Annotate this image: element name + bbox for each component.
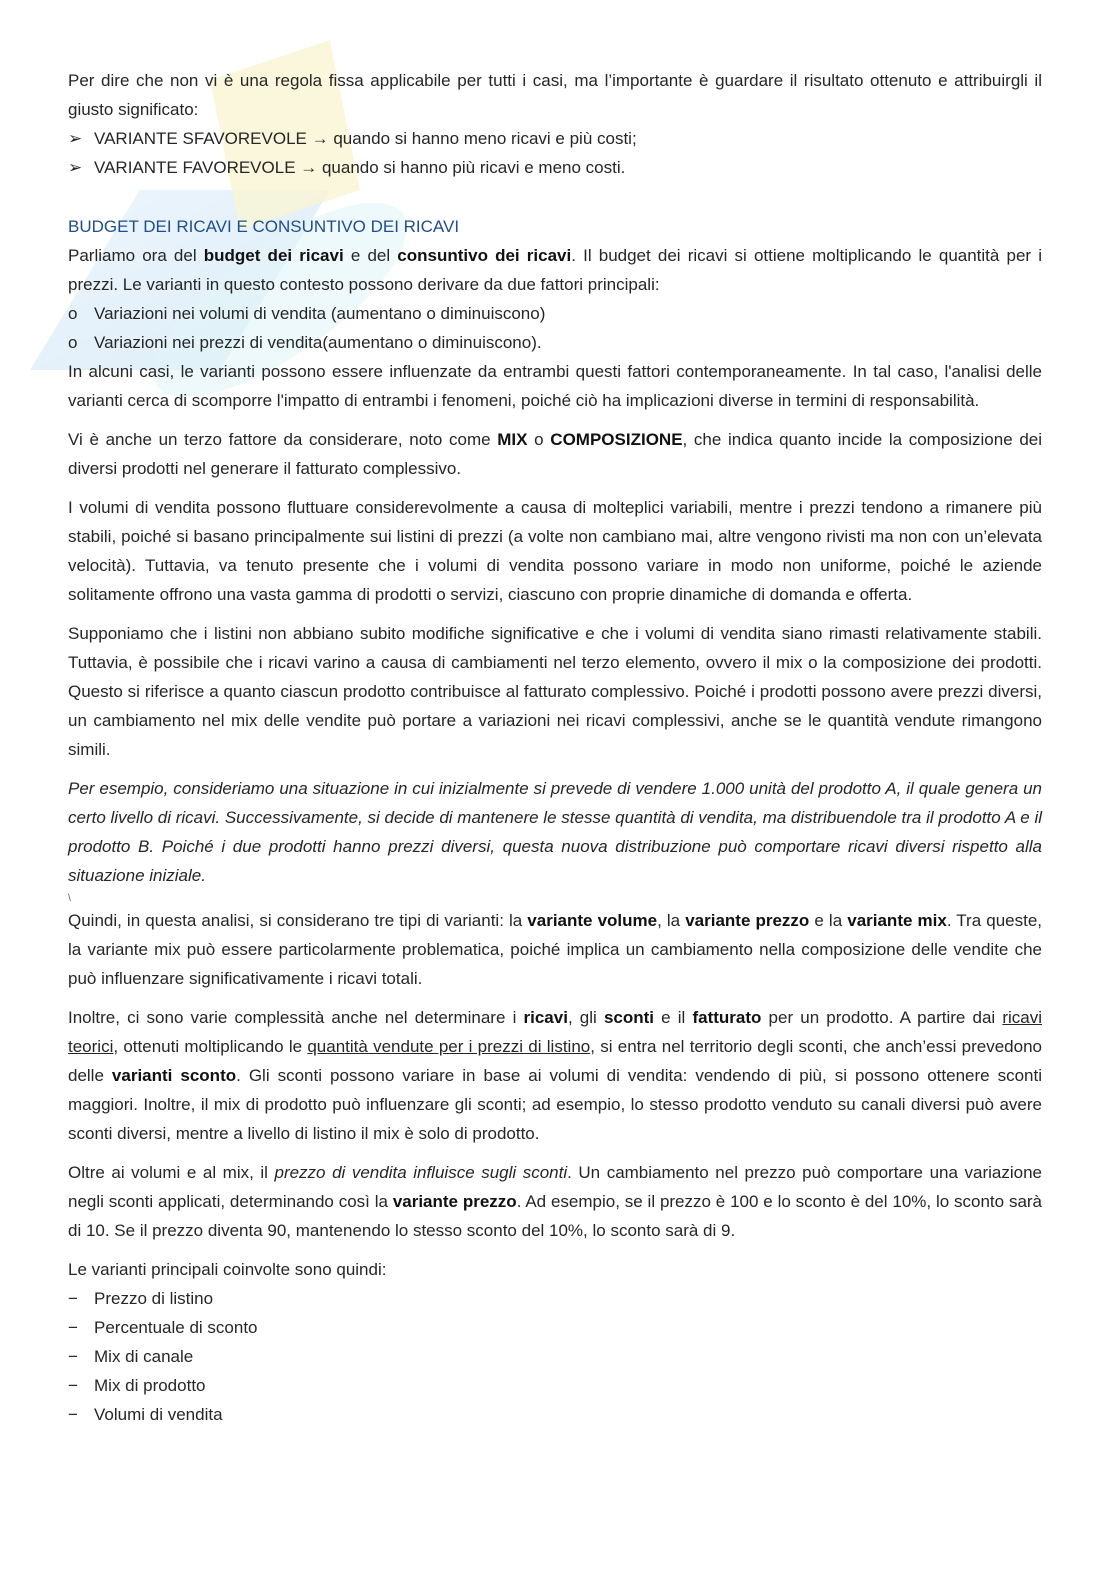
dash-bullet-icon: − — [68, 1289, 78, 1308]
paragraph-main-variants-intro: Le varianti principali coinvolte sono quindi: — [68, 1260, 387, 1279]
list-item-text: Volumi di vendita — [94, 1405, 223, 1424]
text-run: e del — [343, 246, 398, 265]
paragraph-mix — [68, 425, 1042, 483]
dash-bullet-icon: − — [68, 1318, 78, 1337]
list-item-text: Prezzo di listino — [94, 1289, 214, 1308]
text-run: Inoltre, ci sono varie complessità anche nel determinare i — [68, 1008, 524, 1027]
list-item-text: Mix di canale — [94, 1347, 194, 1366]
text-run: , la — [657, 911, 686, 930]
list-item — [68, 328, 1042, 357]
underlined-term: ricavi teorici — [68, 1008, 1042, 1056]
list-item — [68, 1400, 1042, 1429]
bold-term: consuntivo dei ricavi — [397, 246, 572, 265]
list-item — [68, 299, 1042, 328]
text-run: , che indica quanto incide la composizione dei diversi prodotti nel generare il fatturato complessivo. — [68, 430, 1043, 478]
dash-bullet-icon: − — [68, 1347, 78, 1366]
bold-term: budget dei ricavi — [203, 246, 344, 265]
text-run: o — [527, 430, 551, 449]
bold-term: varianti sconto — [111, 1066, 237, 1085]
list-item — [68, 124, 1042, 153]
circle-bullet-icon: o — [68, 333, 78, 352]
bold-term: MIX — [497, 430, 528, 449]
list-item-text: VARIANTE FAVOREVOLE → quando si hanno più ricavi e meno costi. — [94, 158, 626, 177]
intro-paragraph: Per dire che non vi è una regola fissa applicabile per tutti i casi, ma l’importante è guardare il risultato ottenuto e attribuirgli il giusto significato: — [68, 71, 1042, 119]
text-run: , si entra nel territorio degli sconti, che anch’essi prevedono delle — [68, 1037, 1042, 1085]
paragraph-complexity — [68, 1003, 1042, 1148]
stray-backslash: \ — [68, 893, 71, 904]
list-item-text: Variazioni nei volumi di vendita (aumentano o diminuiscono) — [94, 304, 546, 323]
dash-bullet-icon: − — [68, 1376, 78, 1395]
bold-term: ricavi — [523, 1008, 568, 1027]
paragraph-volumes: I volumi di vendita possono fluttuare considerevolmente a causa di molteplici variabili, mentre i prezzi tendono a rimanere più stabili, poiché si basano principalmente sui listini di prezzi (a volte non cambiano mai, altre vengono rivisti ma non con un’elevata velocità). Tuttavia, va tenuto presente che i volumi di vendita possono variare in modo non uniforme, poiché le aziende solitamente offrono una vasta gamma di prodotti o servizi, ciascuno con proprie dinamiche di domanda e offerta. — [68, 498, 1042, 604]
paragraph-both-factors: In alcuni casi, le varianti possono essere influenzate da entrambi questi fattori contemporaneamente. In tal caso, l'analisi delle varianti cerca di scomporre l'impatto di entrambi i fenomeni, poiché ciò ha implicazioni diverse in termini di responsabilità. — [68, 362, 1042, 410]
text-run: . Tra queste, la variante mix può essere particolarmente problematica, poiché implica un cambiamento nella composizione delle vendite che può influenzare significativamente i ricavi totali. — [68, 911, 1043, 988]
text-run: . Il budget dei ricavi si ottiene moltiplicando le quantità per i prezzi. Le varianti in questo contesto possono derivare da due fattori principali: — [68, 246, 1042, 294]
text-run: . Gli sconti possono variare in base ai volumi di vendita: vendendo di più, si possono ottenere sconti maggiori. Inoltre, il mix di prodotto può influenzare gli sconti; ad esempio, lo stesso prodotto venduto su canali diversi può avere sconti diversi, mentre a livello di listino il mix è solo di prodotto. — [68, 1066, 1043, 1143]
paragraph-three-variants — [68, 906, 1042, 993]
text-run: , gli — [567, 1008, 604, 1027]
bold-term: COMPOSIZIONE — [550, 430, 683, 449]
paragraph-example: Per esempio, consideriamo una situazione in cui inizialmente si prevede di vendere 1.000 unità del prodotto A, il quale genera un certo livello di ricavi. Successivamente, si decide di mantenere le stesse quantità di vendita, ma distribuendole tra il prodotto A e il prodotto B. Poiché i due prodotti hanno prezzi diversi, questa nuova distribuzione può comportare ricavi diversi rispetto alla situazione iniziale. — [68, 779, 1042, 885]
text-run: e la — [809, 911, 848, 930]
dash-bullet-icon: − — [68, 1405, 78, 1424]
paragraph-budget — [68, 241, 1042, 299]
bold-term: variante prezzo — [685, 911, 810, 930]
bold-term: variante prezzo — [392, 1192, 517, 1211]
bold-term: variante mix — [847, 911, 947, 930]
list-item — [68, 153, 1042, 182]
text-run: per un prodotto. A partire dai — [761, 1008, 1003, 1027]
text-run: e il — [654, 1008, 693, 1027]
bold-term: variante volume — [527, 911, 658, 930]
text-run: . Ad esempio, se il prezzo è 100 e lo sconto è del 10%, lo sconto sarà di 10. Se il prezzo diventa 90, mantenendo lo stesso sconto del 10%, lo sconto sarà di 9. — [68, 1192, 1043, 1240]
list-item — [68, 1313, 1042, 1342]
list-item — [68, 1371, 1042, 1400]
text-run: Parliamo ora del — [68, 246, 204, 265]
bold-term: sconti — [603, 1008, 655, 1027]
list-item — [68, 1284, 1042, 1313]
bold-term: fatturato — [692, 1008, 762, 1027]
text-run: . Un cambiamento nel prezzo può comportare una variazione negli sconti applicati, determinando così la — [68, 1163, 1042, 1211]
italic-term: prezzo di vendita influisce sugli sconti — [274, 1163, 568, 1182]
underlined-term: quantità vendute per i prezzi di listino — [307, 1037, 591, 1056]
list-item — [68, 1342, 1042, 1371]
section-heading: BUDGET DEI RICAVI E CONSUNTIVO DEI RICAVI — [68, 217, 460, 236]
arrow-bullet-icon: ➢ — [68, 129, 83, 148]
paragraph-listini: Supponiamo che i listini non abbiano subito modifiche significative e che i volumi di vendita siano rimasti relativamente stabili. Tuttavia, è possibile che i ricavi varino a causa di cambiamenti nel terzo elemento, ovvero il mix o la composizione dei prodotti. Questo si riferisce a quanto ciascun prodotto contribuisce al fatturato complessivo. Poiché i prodotti possono avere prezzi diversi, un cambiamento nel mix delle vendite può portare a variazioni nei ricavi complessivi, anche se le quantità vendute rimangono simili. — [68, 624, 1042, 759]
arrow-bullet-icon: ➢ — [68, 158, 83, 177]
text-run: Vi è anche un terzo fattore da considerare, noto come — [68, 430, 498, 449]
text-run: , ottenuti moltiplicando le — [113, 1037, 308, 1056]
list-item-text: Percentuale di sconto — [94, 1318, 258, 1337]
text-run: Quindi, in questa analisi, si considerano tre tipi di varianti: la — [68, 911, 528, 930]
document-body — [68, 66, 1042, 1429]
circle-bullet-icon: o — [68, 304, 78, 323]
list-item-text: VARIANTE SFAVOREVOLE → quando si hanno meno ricavi e più costi; — [94, 129, 637, 148]
list-item-text: Mix di prodotto — [94, 1376, 206, 1395]
paragraph-price-discount — [68, 1158, 1042, 1245]
text-run: Oltre ai volumi e al mix, il — [68, 1163, 275, 1182]
list-item-text: Variazioni nei prezzi di vendita(aumentano o diminuiscono). — [94, 333, 542, 352]
